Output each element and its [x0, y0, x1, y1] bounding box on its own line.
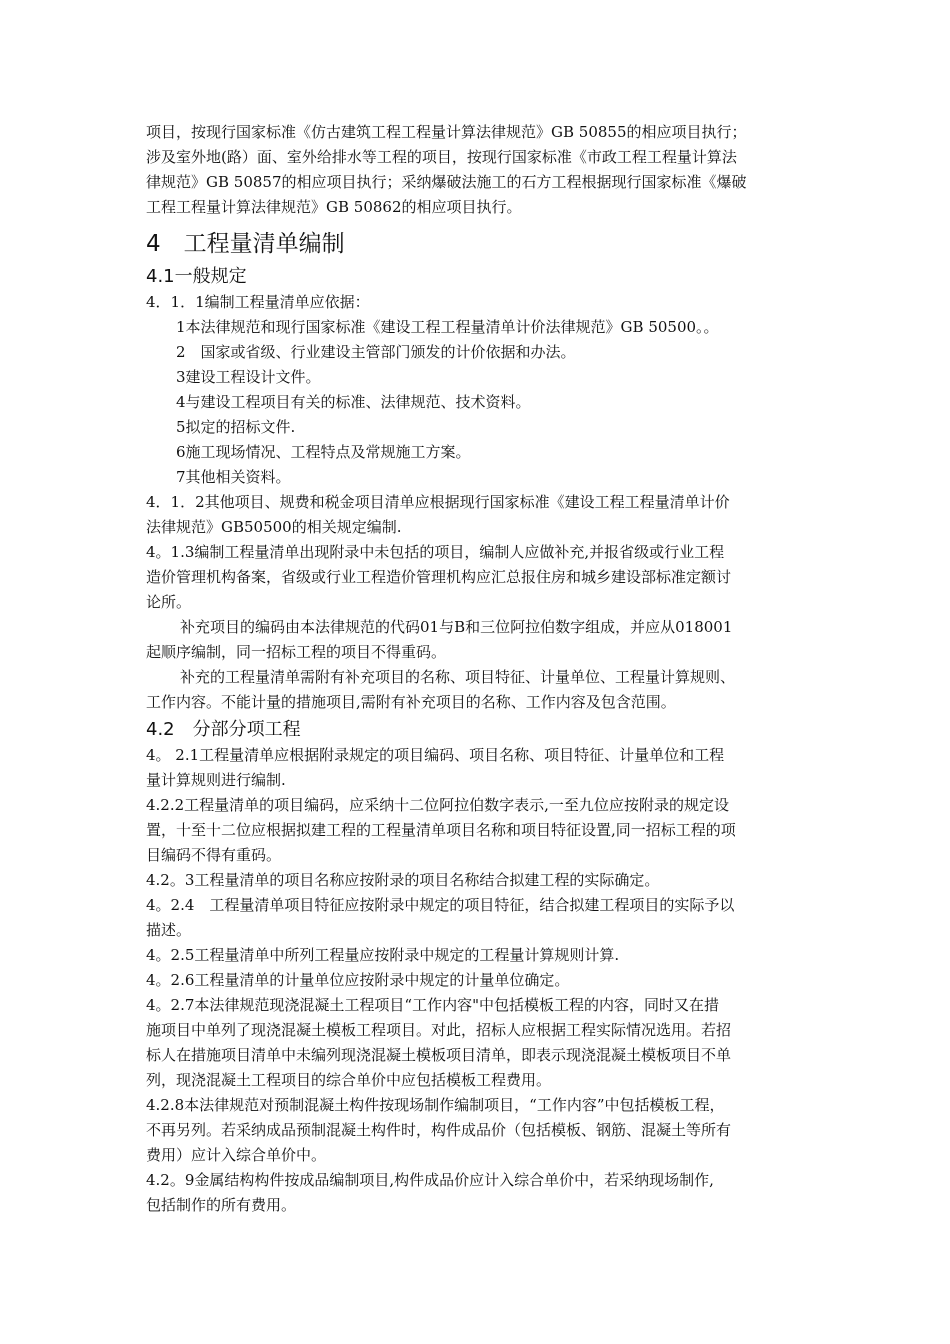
- text-line: 起顺序编制，同一招标工程的项目不得重码。: [146, 643, 447, 661]
- text-line: 量计算规则进行编制.: [146, 771, 286, 789]
- text-line: 置，十至十二位应根据拟建工程的工程量清单项目名称和项目特征设置,同一招标工程的项: [146, 821, 736, 839]
- text-line: 论所。: [146, 593, 192, 611]
- text-line: 法律规范》GB50500的相关规定编制.: [146, 518, 402, 536]
- text-line: 不再另列。若采纳成品预制混凝土构件时，构件成品价（包括模板、钢筋、混凝土等所有: [146, 1121, 732, 1139]
- list-item: 2 国家或省级、行业建设主管部门颁发的计价依据和办法。: [176, 343, 576, 361]
- text-line: 4。 2.1工程量清单应根据附录规定的项目编码、项目名称、项目特征、计量单位和工程: [146, 746, 725, 764]
- text-line: 工程工程量计算法律规范》GB 50862的相应项目执行。: [146, 198, 522, 216]
- text-line: 4。2.4 工程量清单项目特征应按附录中规定的项目特征，结合拟建工程项目的实际予以: [146, 896, 735, 914]
- text-line: 补充项目的编码由本法律规范的代码01与B和三位阿拉伯数字组成，并应从018001: [180, 618, 733, 636]
- text-line: 补充的工程量清单需附有补充项目的名称、项目特征、计量单位、工程量计算规则、: [180, 668, 736, 686]
- section-heading-4-2: 4.2 分部分项工程: [146, 719, 301, 740]
- text-line: 施项目中单列了现浇混凝土模板工程项目。对此，招标人应根据工程实际情况选用。若招: [146, 1021, 732, 1039]
- text-line: 律规范》GB 50857的相应项目执行；采纳爆破法施工的石方工程根据现行国家标准《爆破: [146, 173, 747, 191]
- list-item: 5拟定的招标文件.: [176, 418, 296, 436]
- clause-4-2-7: [146, 993, 832, 1093]
- supplement-code-paragraph: [146, 615, 832, 665]
- text-line: 4.2。9金属结构构件按成品编制项目,构件成品价应计入综合单价中，若采纳现场制作,: [146, 1171, 714, 1189]
- text-line: 造价管理机构备案，省级或行业工程造价管理机构应汇总报住房和城乡建设部标准定额讨: [146, 568, 732, 586]
- clause-4-2-8: [146, 1093, 832, 1168]
- clause-4-2-3: 4.2。3工程量清单的项目名称应按附录的项目名称结合拟建工程的实际确定。: [146, 871, 660, 889]
- text-line: 4．1．2其他项目、规费和税金项目清单应根据现行国家标准《建设工程工程量清单计价: [146, 493, 730, 511]
- section-heading-4-1: 4.1一般规定: [146, 266, 247, 287]
- text-line: 4.2.8本法律规范对预制混凝土构件按现场制作编制项目，“工作内容”中包括模板工程，: [146, 1096, 725, 1114]
- clause-4-1-1: 4．1．1编制工程量清单应依据：: [146, 293, 370, 311]
- text-line: 描述。: [146, 921, 192, 939]
- text-line: 费用）应计入综合单价中。: [146, 1146, 327, 1164]
- chapter-heading: 4 工程量清单编制: [146, 231, 345, 257]
- clause-4-2-6: 4。2.6工程量清单的计量单位应按附录中规定的计量单位确定。: [146, 971, 570, 989]
- text-line: 工作内容。不能计量的措施项目,需附有补充项目的名称、工作内容及包含范围。: [146, 693, 676, 711]
- text-line: 包括制作的所有费用。: [146, 1196, 297, 1214]
- clause-4-2-5: 4。2.5工程量清单中所列工程量应按附录中规定的工程量计算规则计算.: [146, 946, 620, 964]
- text-line: 4。1.3编制工程量清单出现附录中未包括的项目，编制人应做补充,并报省级或行业工程: [146, 543, 725, 561]
- list-item: 3建设工程设计文件。: [176, 368, 321, 386]
- clause-4-1-3: [146, 540, 832, 615]
- clause-4-1-2: [146, 490, 832, 540]
- text-line: 项目，按现行国家标准《仿古建筑工程工程量计算法律规范》GB 50855的相应项目执行；: [146, 123, 747, 141]
- clause-4-2-4: [146, 893, 832, 943]
- clause-4-2-2: [146, 793, 832, 868]
- basis-list: [146, 315, 832, 490]
- list-item: 4与建设工程项目有关的标准、法律规范、技术资料。: [176, 393, 531, 411]
- clause-4-2-1: [146, 743, 832, 793]
- clause-4-2-9: [146, 1168, 832, 1218]
- text-line: 目编码不得有重码。: [146, 846, 282, 864]
- list-item: 1本法律规范和现行国家标准《建设工程工程量清单计价法律规范》GB 50500。。: [176, 318, 719, 336]
- text-line: 4.2.2工程量清单的项目编码，应采纳十二位阿拉伯数字表示,一至九位应按附录的规定设: [146, 796, 729, 814]
- text-line: 4。2.7本法律规范现浇混凝土工程项目“工作内容"中包括模板工程的内容，同时又在措: [146, 996, 719, 1014]
- text-line: 涉及室外地(路）面、室外给排水等工程的项目，按现行国家标准《市政工程工程量计算法: [146, 148, 737, 166]
- list-item: 7其他相关资料。: [176, 468, 291, 486]
- list-item: 6施工现场情况、工程特点及常规施工方案。: [176, 443, 471, 461]
- intro-paragraph: [146, 120, 832, 220]
- text-line: 标人在措施项目清单中未编列现浇混凝土模板项目清单，即表示现浇混凝土模板项目不单: [146, 1046, 732, 1064]
- supplement-content-paragraph: [146, 665, 832, 715]
- text-line: 列，现浇混凝土工程项目的综合单价中应包括模板工程费用。: [146, 1071, 552, 1089]
